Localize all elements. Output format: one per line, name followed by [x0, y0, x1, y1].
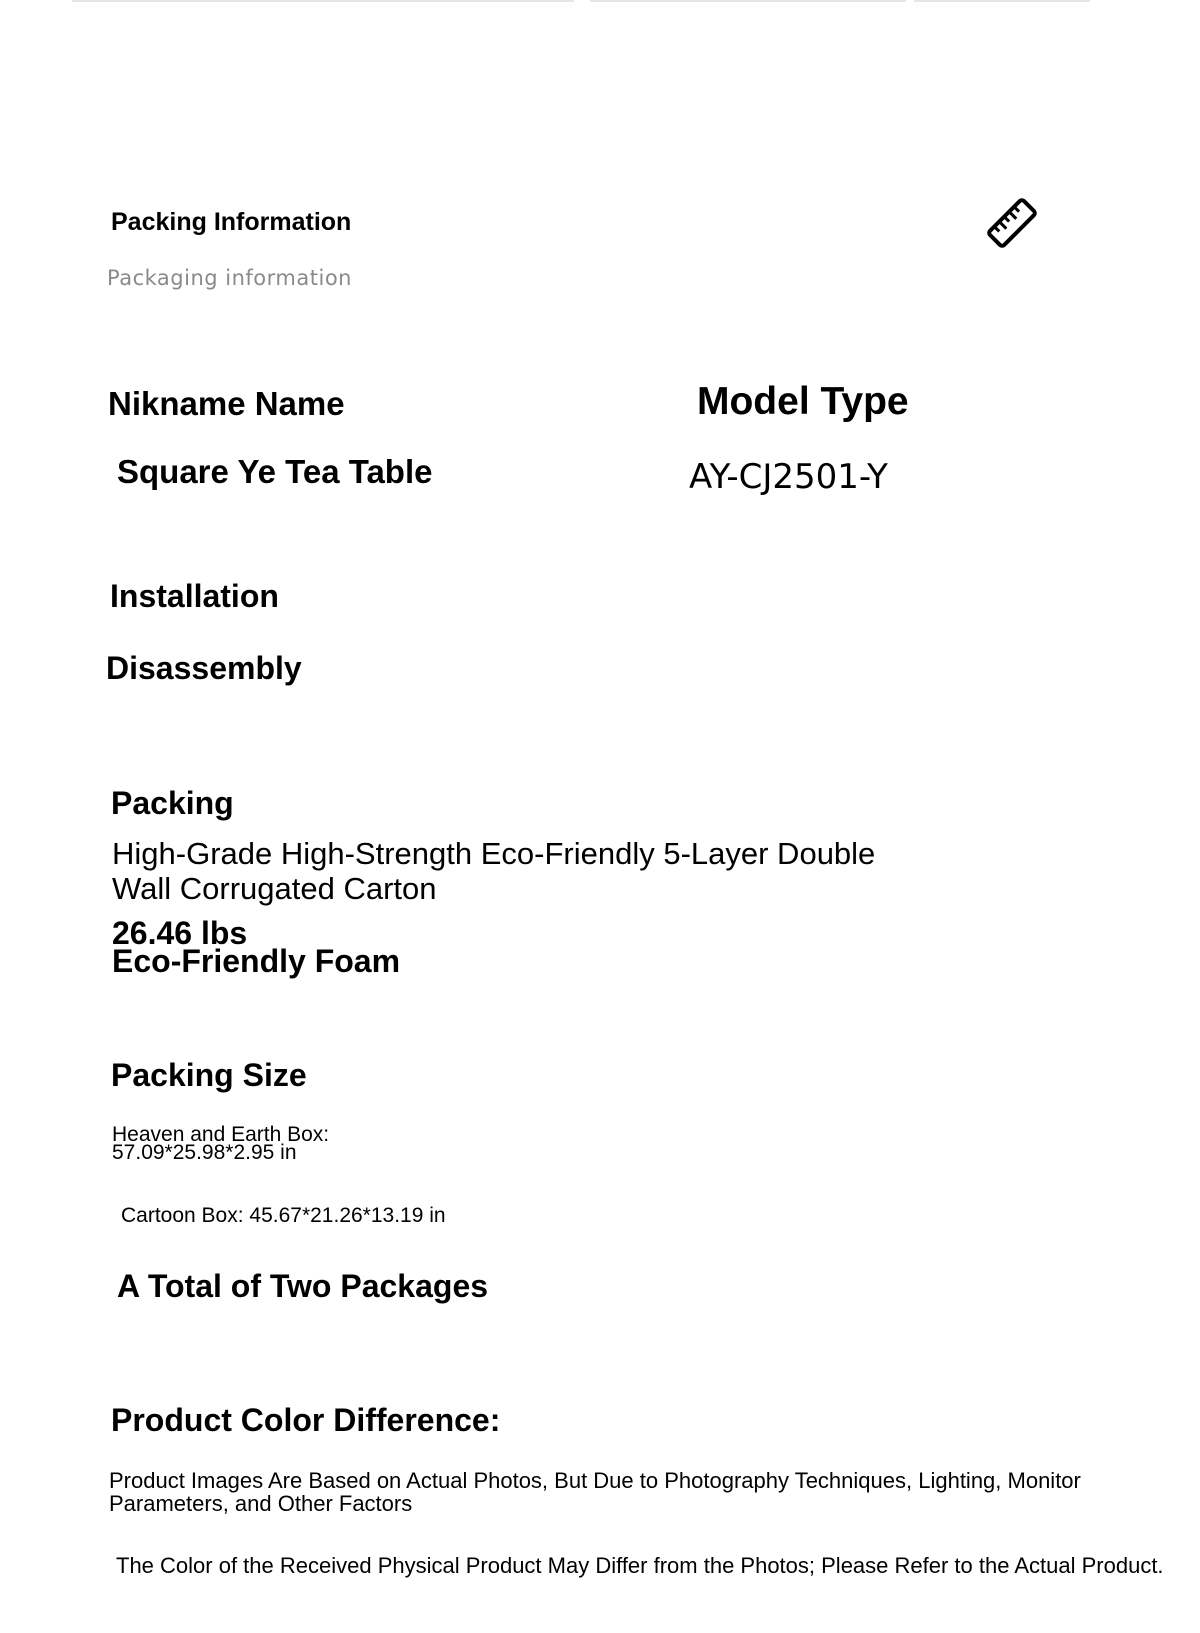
box1-line2: 57.09*25.98*2.95 in [112, 1141, 297, 1164]
package-total: A Total of Two Packages [117, 1268, 489, 1304]
installation-label: Installation [110, 578, 279, 614]
ruler-icon [985, 196, 1039, 250]
color-difference-note: The Color of the Received Physical Product May Differ from the Photos; Please Refer to the Actual Product. [116, 1553, 1164, 1578]
packing-material: High-Grade High-Strength Eco-Friendly 5-Layer Double Wall Corrugated Carton [112, 836, 876, 906]
box1-line1: Heaven and Earth Box: [112, 1123, 330, 1146]
model-value: AY-CJ2501-Y [689, 457, 888, 497]
color-difference-text: Product Images Are Based on Actual Photos, But Due to Photography Techniques, Lighting, Monitor Parameters, and Other Factors [109, 1468, 1081, 1516]
section-subtitle: Packaging information [107, 266, 352, 290]
box2-size: Cartoon Box: 45.67*21.26*13.19 in [121, 1204, 446, 1227]
packing-label: Packing [111, 785, 234, 821]
top-divider-left [72, 0, 574, 2]
top-divider-right [914, 0, 1090, 2]
installation-value: Disassembly [106, 650, 302, 686]
name-label: Nikname Name [108, 385, 345, 422]
name-value: Square Ye Tea Table [117, 453, 433, 490]
packing-size-label: Packing Size [111, 1057, 307, 1093]
color-difference-title: Product Color Difference: [111, 1402, 501, 1438]
section-title: Packing Information [111, 208, 352, 236]
packing-filler: Eco-Friendly Foam [112, 943, 401, 979]
model-label: Model Type [697, 380, 909, 423]
packing-weight: 26.46 lbs [112, 915, 248, 951]
top-divider-middle [590, 0, 906, 2]
